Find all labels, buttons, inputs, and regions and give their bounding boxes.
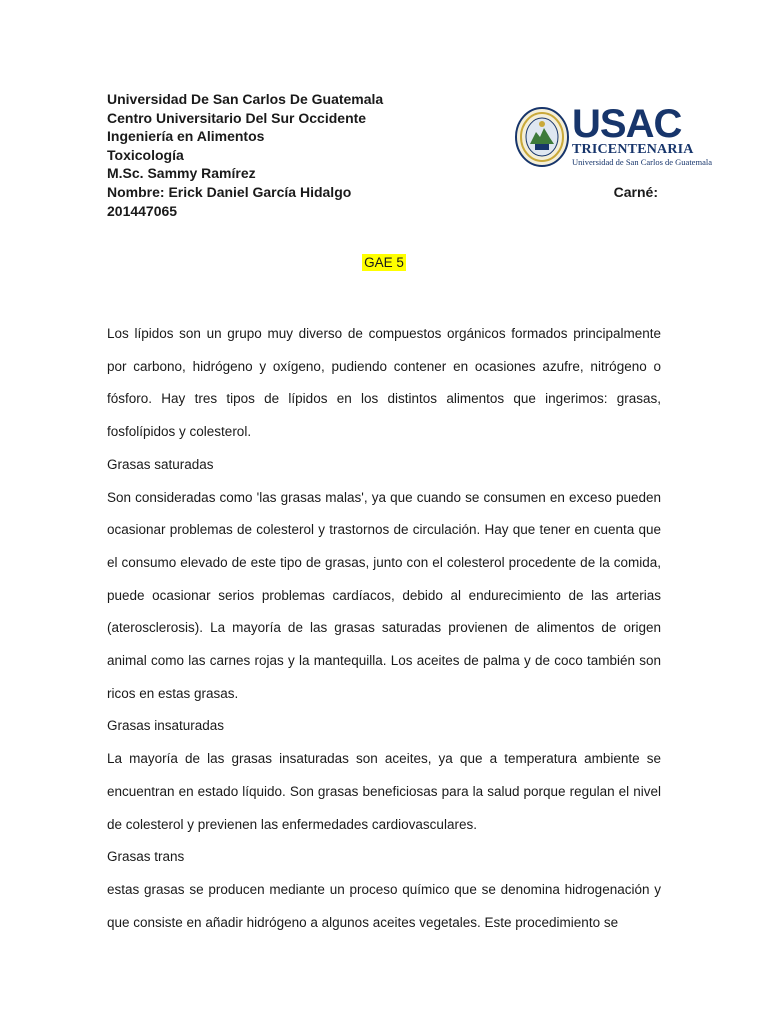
carne-number: 201447065 [107,202,178,219]
university-name: Universidad De San Carlos De Guatemala [107,91,384,107]
professor-name: M.Sc. Sammy Ramírez [107,165,256,182]
logo-small-text: Universidad de San Carlos de Guatemala [572,157,712,167]
logo-sub-text: TRICENTENARIA [572,142,694,157]
career-name: Ingeniería en Alimentos [107,128,265,145]
body-paragraph: Los lípidos son un grupo muy diverso de compuestos orgánicos formados principalmente por carbono, hidrógeno y oxígeno, pudiendo contener en ocasiones azufre, nitrógeno o fósforo. Hay tres tipos de lípidos en los distintos alimentos que ingerimos: grasas, fosfolípidos y colesterol. [107,326,661,440]
section-heading: Grasas saturadas [107,456,214,472]
student-row [107,183,658,202]
section-heading: Grasas insaturadas [107,718,225,734]
course-name: Toxicología [107,146,184,163]
usac-logo [514,102,712,172]
student-name: Nombre: Erick Daniel García Hidalgo [107,183,352,200]
body-paragraph: La mayoría de las grasas insaturadas son aceites, ya que a temperatura ambiente se encuentran en estado líquido. Son grasas beneficiosas para la salud porque regulan el nivel de colesterol y previenen las enfermedades cardiovasculares. [107,751,661,832]
logo-main-text: USAC [572,102,682,146]
center-name: Centro Universitario Del Sur Occidente [107,109,367,126]
carne-label: Carné: [613,183,658,200]
body-paragraph: estas grasas se producen mediante un proceso químico que se denomina hidrogenación y que consiste en añadir hidrógeno a algunos aceites vegetales. Este procedimiento se [107,881,661,930]
document-title [0,255,768,270]
document-body [107,318,661,939]
section-heading: Grasas trans [107,849,185,865]
body-paragraph: Son consideradas como 'las grasas malas', ya que cuando se consumen en exceso pueden ocasionar problemas de colesterol y trastornos de circulación. Hay que tener en cuenta que el consumo elevado de este tipo de grasas, junto con el colesterol procedente de la comida, puede ocasionar serios problemas cardíacos, debido al endurecimiento de las arterias (aterosclerosis). La mayoría de las grasas saturadas provienen de alimentos de origen animal como las carnes rojas y la mantequilla. Los aceites de palma y de coco también son ricos en estas grasas. [107,489,661,701]
university-seal-icon [514,106,572,168]
highlighted-title: GAE 5 [364,255,404,270]
